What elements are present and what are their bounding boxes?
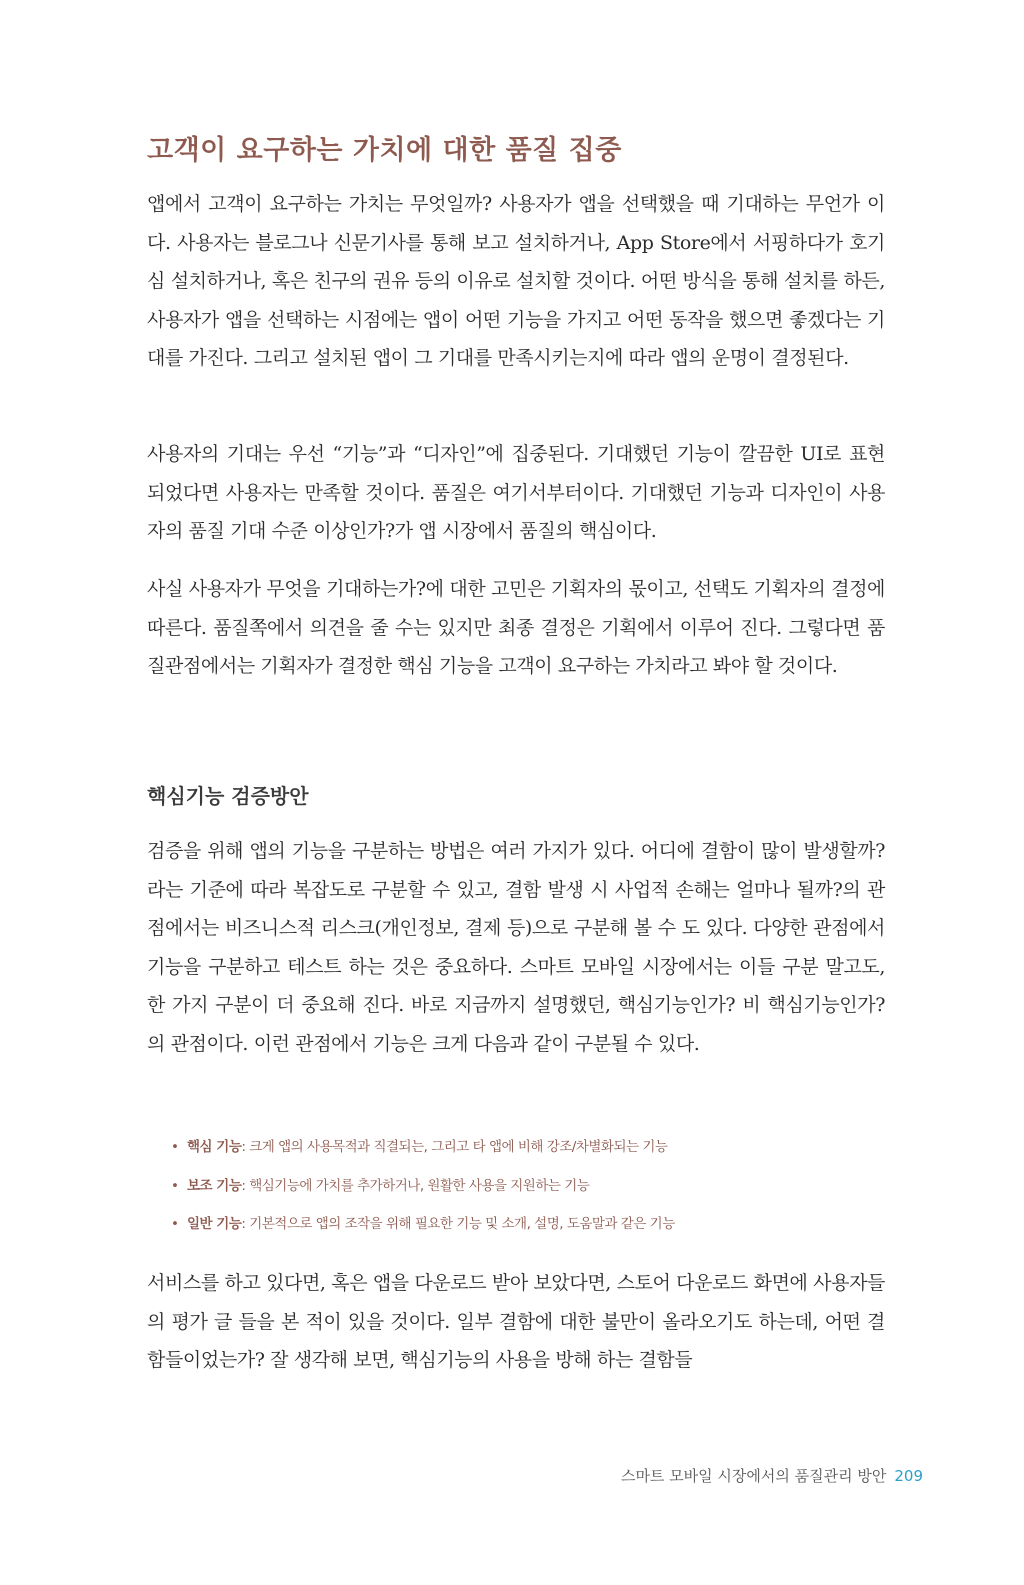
body-paragraph: 서비스를 하고 있다면, 혹은 앱을 다운로드 받아 보았다면, 스토어 다운로드 화면에 사용자들의 평가 글 들을 본 적이 있을 것이다. 일부 결함에 대한 불만이 올라오기도 하는데, 어떤 결함들이었는가? 잘 생각해 보면, 핵심기능의 사용을 방해 하는 결함들 (147, 1272, 885, 1371)
bullet-icon: • (171, 1139, 179, 1155)
list-item-term: 보조 기능 (187, 1177, 242, 1194)
body-paragraph: 사용자의 기대는 우선 “기능”과 “디자인”에 집중된다. 기대했던 기능이 깔끔한 UI로 표현 되었다면 사용자는 만족할 것이다. 품질은 여기서부터이다. 기대했던 기능과 디자인이 사용자의 품질 기대 수준 이상인가?가 앱 시장에서 품질의 핵심이다. (147, 443, 885, 542)
running-title: 스마트 모바일 시장에서의 품질관리 방안 (620, 1467, 887, 1485)
list-item-text: : 핵심기능에 가치를 추가하거나, 원활한 사용을 지원하는 기능 (241, 1177, 590, 1194)
page-number: 209 (894, 1467, 923, 1485)
subsection-heading: 핵심기능 검증방안 (147, 784, 309, 808)
list-item (171, 1171, 675, 1210)
feature-list (171, 1132, 675, 1248)
body-paragraph: 사실 사용자가 무엇을 기대하는가?에 대한 고민은 기획자의 몫이고, 선택도 기획자의 결정에 따른다. 품질쪽에서 의견을 줄 수는 있지만 최종 결정은 기획에서 이루어 진다. 그렇다면 품질관점에서는 기획자가 결정한 핵심 기능을 고객이 요구하는 가치라고 봐야 할 것이다. (147, 578, 885, 677)
list-item (171, 1132, 675, 1171)
list-item-term: 핵심 기능 (187, 1139, 242, 1155)
list-item (171, 1209, 675, 1248)
list-item-text: : 기본적으로 앱의 조작을 위해 필요한 기능 및 소개, 설명, 도움말과 같은 기능 (241, 1216, 675, 1232)
bullet-icon: • (171, 1216, 179, 1232)
body-paragraph: 앱에서 고객이 요구하는 가치는 무엇일까? 사용자가 앱을 선택했을 때 기대하는 무언가 이다. 사용자는 블로그나 신문기사를 통해 보고 설치하거나, App Store에서 서핑하다가 호기심 설치하거나, 혹은 친구의 권유 등의 이유로 설치할 것이다. 어떤 방식을 통해 설치를 하든, 사용자가 앱을 선택하는 시점에는 앱이 어떤 기능을 가지고 어떤 동작을 했으면 좋겠다는 기대를 가진다. 그리고 설치된 앱이 그 기대를 만족시키는지에 따라 앱의 운명이 결정된다. (147, 193, 885, 369)
list-item-term: 일반 기능 (187, 1216, 242, 1232)
section-heading: 고객이 요구하는 가치에 대한 품질 집중 (147, 135, 622, 166)
bullet-icon: • (171, 1177, 179, 1194)
list-item-text: : 크게 앱의 사용목적과 직결되는, 그리고 타 앱에 비해 강조/차별화되는 기능 (241, 1139, 668, 1155)
page-footer (621, 1465, 923, 1486)
body-paragraph: 검증을 위해 앱의 기능을 구분하는 방법은 여러 가지가 있다. 어디에 결함이 많이 발생할까?라는 기준에 따라 복잡도로 구분할 수 있고, 결함 발생 시 사업적 손해는 얼마나 될까?의 관점에서는 비즈니스적 리스크(개인정보, 결제 등)으로 구분해 볼 수 도 있다. 다양한 관점에서 기능을 구분하고 테스트 하는 것은 중요하다. 스마트 모바일 시장에서는 이들 구분 말고도, 한 가지 구분이 더 중요해 진다. 바로 지금까지 설명했던, 핵심기능인가? 비 핵심기능인가?의 관점이다. 이런 관점에서 기능은 크게 다음과 같이 구분될 수 있다. (147, 840, 885, 1055)
